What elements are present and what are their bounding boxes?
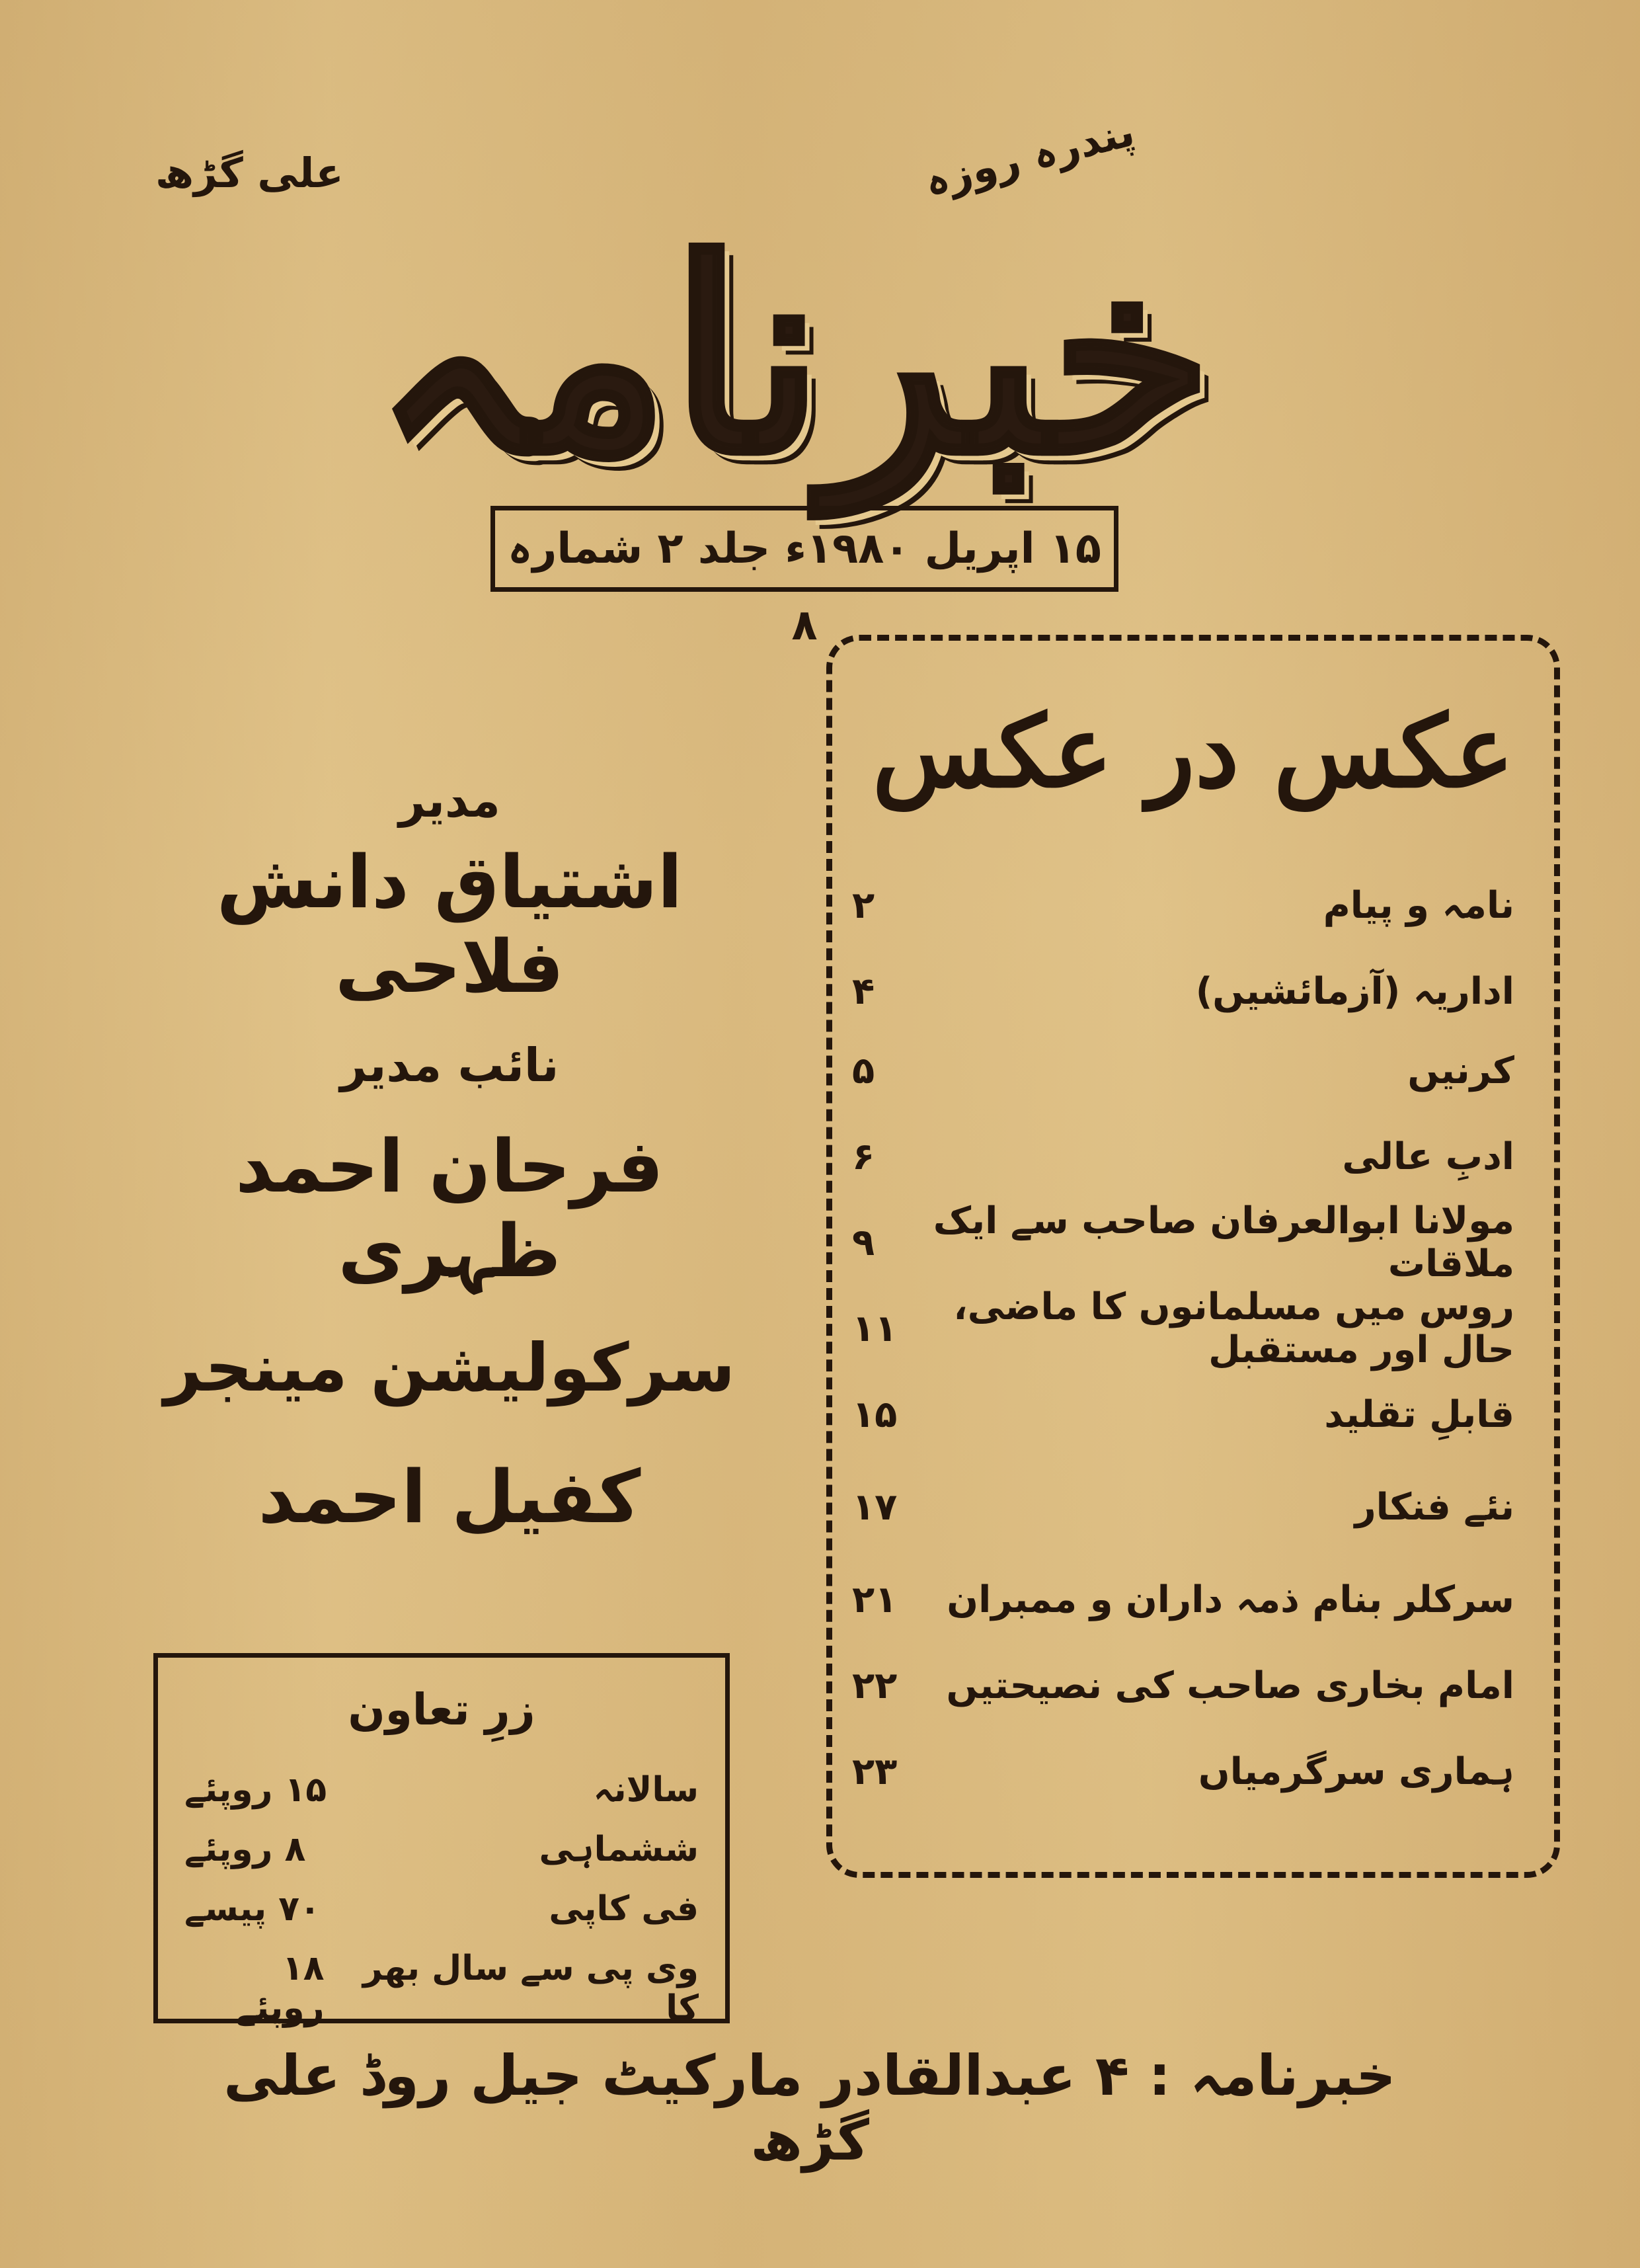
circulation-name: کفیل احمد — [258, 1455, 641, 1539]
contents-item[interactable] — [852, 1566, 1514, 1633]
contents-item-page: ۲۱ — [852, 1578, 898, 1621]
subscription-value: ۸ روپئے — [184, 1830, 306, 1869]
circulation-label: سرکولیشن مینجر — [163, 1329, 736, 1406]
contents-item-title: قابلِ تقلید — [1324, 1393, 1514, 1436]
contents-item-title: روس میں مسلمانوں کا ماضی، حال اور مستقبل — [953, 1285, 1514, 1371]
contents-item[interactable] — [852, 1199, 1514, 1285]
contents-item-title: اداریہ (آزمائشیں) — [1195, 969, 1514, 1013]
contents-item-title: مولانا ابوالعرفان صاحب سے ایک ملاقات — [933, 1199, 1514, 1285]
contents-item[interactable] — [852, 958, 1514, 1024]
contents-item-page: ۱۵ — [852, 1393, 898, 1436]
subscription-value: ۱۸ روپئے — [236, 1949, 325, 2028]
subscription-value: ۱۵ روپئے — [184, 1770, 327, 1810]
subscription-value: ۷۰ پیسے — [184, 1889, 321, 1929]
frequency-label: پندرہ روزہ — [919, 106, 1140, 206]
subscription-label: فی کاپی — [549, 1889, 699, 1929]
contents-item-title: ادبِ عالی — [1342, 1135, 1514, 1178]
contents-item-title: سرکلر بنام ذمہ داران و ممبران — [947, 1578, 1514, 1621]
subscription-row — [184, 1770, 699, 1823]
contents-item-page: ۲۲ — [852, 1664, 898, 1707]
contents-item-page: ۲ — [852, 883, 875, 927]
assistant-editor-label: نائب مدیر — [340, 1038, 559, 1092]
subscription-label: وی پی سے سال بھر کا — [362, 1949, 699, 2028]
contents-title: عکس در عکس — [872, 694, 1514, 810]
contents-item-title: امام بخاری صاحب کی نصیحتیں — [946, 1664, 1514, 1707]
editor-label: مدیر — [399, 774, 500, 828]
contents-item-page: ۱۱ — [852, 1307, 898, 1350]
subscription-title: زرِ تعاون — [348, 1684, 535, 1735]
contents-item-page: ۱۷ — [852, 1485, 898, 1529]
assistant-editor-name: فرحان احمد ظہری — [235, 1124, 664, 1293]
issue-dateline: ۱۵ اپریل ۱۹۸۰ء جلد ۲ شمارہ ۸ — [490, 506, 1118, 592]
contents-item[interactable] — [852, 1381, 1514, 1447]
city-label: علی گڑھ — [155, 149, 344, 197]
magazine-title: خبرنامہ — [373, 202, 1214, 512]
subscription-row — [184, 1949, 699, 2028]
contents-item-page: ۴ — [852, 969, 875, 1013]
contents-item[interactable] — [852, 1037, 1514, 1104]
contents-item-title: نامہ و پیام — [1323, 883, 1514, 927]
contents-item[interactable] — [852, 1652, 1514, 1719]
subscription-row — [184, 1830, 699, 1883]
editor-name: اشتیاق دانش فلاحی — [216, 840, 683, 1009]
subscription-box — [153, 1653, 730, 2028]
contents-item-title: ہماری سرگرمیاں — [1198, 1750, 1514, 1793]
publisher-address: خبرنامہ : ۴ عبدالقادر مارکیٹ جیل روڈ علی گڑھ — [223, 2043, 1396, 2173]
contents-item[interactable] — [852, 1285, 1514, 1371]
contents-item-page: ۲۳ — [852, 1750, 898, 1793]
subscription-label: سالانہ — [593, 1770, 699, 1810]
subscription-label: ششماہی — [539, 1830, 699, 1869]
contents-item[interactable] — [852, 872, 1514, 938]
contents-item[interactable] — [852, 1474, 1514, 1540]
subscription-row — [184, 1889, 699, 1942]
contents-item-title: نئے فنکار — [1354, 1485, 1514, 1529]
contents-item-page: ۶ — [852, 1135, 875, 1178]
contents-box — [826, 635, 1560, 1878]
contents-item[interactable] — [852, 1738, 1514, 1804]
contents-item-page: ۵ — [852, 1049, 875, 1092]
contents-item-title: کرنیں — [1407, 1049, 1514, 1092]
contents-item[interactable] — [852, 1123, 1514, 1190]
contents-item-page: ۹ — [852, 1221, 875, 1264]
